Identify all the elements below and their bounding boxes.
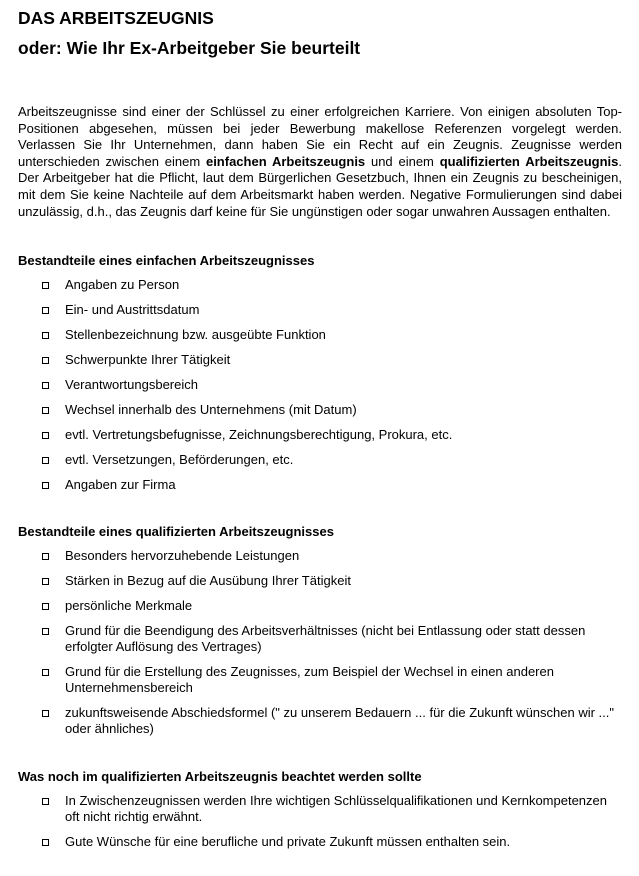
section-heading-einfach: Bestandteile eines einfachen Arbeitszeugnisses xyxy=(18,253,315,269)
section-heading-beachten: Was noch im qualifizierten Arbeitszeugnis beachtet werden sollte xyxy=(18,769,422,785)
list-item-text: zukunftsweisende Abschiedsformel (" zu unserem Bedauern ... für die Zukunft wünschen wir ..." oder ähnliches) xyxy=(65,705,614,737)
list-item-text: Ein- und Austrittsdatum xyxy=(65,302,200,318)
square-bullet-icon xyxy=(42,553,49,560)
intro-text-3: . Der Arbeitgeber hat die Pflicht, laut dem Bürgerlichen Gesetzbuch, Ihnen ein Zeugnis zu bescheinigen, mit dem Sie keine Nachteile auf dem Arbeitsmarkt haben werden. Negative Formulierungen sind dabei unzulässig, d.h., das Zeugnis darf keine für Sie ungünstigen oder sogar unwahren Aussagen enthalten. xyxy=(18,153,622,219)
list-item xyxy=(18,477,622,493)
square-bullet-icon xyxy=(42,357,49,364)
list-item-text: evtl. Versetzungen, Beförderungen, etc. xyxy=(65,452,294,468)
list-item xyxy=(18,598,622,614)
square-bullet-icon xyxy=(42,839,49,846)
list-item-text: In Zwischenzeugnissen werden Ihre wichtigen Schlüsselqualifikationen und Kernkompetenzen oft nicht richtig erwähnt. xyxy=(65,793,607,825)
intro-text-1: Arbeitszeugnisse sind einer der Schlüssel zu einer erfolgreichen Karriere. Von einigen absoluten Top-Positionen abgesehen, müssen bei jeder Bewerbung makellose Referenzen vorgelegt werden. Verlassen Sie Ihr Unternehmen, dann haben Sie ein Recht auf ein Zeugnis. Zeugnisse werden unterschieden zwischen einem xyxy=(18,104,622,169)
list-item-text: Stärken in Bezug auf die Ausübung Ihrer Tätigkeit xyxy=(65,573,351,589)
list-item xyxy=(18,377,622,393)
intro-bold-einfach: einfachen Arbeitszeugnis xyxy=(205,153,366,169)
square-bullet-icon xyxy=(42,482,49,489)
square-bullet-icon xyxy=(42,432,49,439)
square-bullet-icon xyxy=(42,669,49,676)
square-bullet-icon xyxy=(42,628,49,635)
list-item xyxy=(18,664,622,696)
list-item xyxy=(18,402,622,418)
list-item xyxy=(18,452,622,468)
square-bullet-icon xyxy=(42,307,49,314)
list-item-text: Wechsel innerhalb des Unternehmens (mit Datum) xyxy=(65,402,357,418)
section-heading-qualifiziert: Bestandteile eines qualifizierten Arbeitszeugnisses xyxy=(18,524,334,540)
document-subtitle: oder: Wie Ihr Ex-Arbeitgeber Sie beurteilt xyxy=(18,38,361,58)
bullet-list-beachten xyxy=(18,793,622,850)
list-item-text: Angaben zur Firma xyxy=(65,477,176,493)
list-item xyxy=(18,548,622,564)
list-item-text: persönliche Merkmale xyxy=(65,598,193,614)
square-bullet-icon xyxy=(42,457,49,464)
list-item xyxy=(18,834,622,850)
list-item-text: Angaben zu Person xyxy=(65,277,180,293)
square-bullet-icon xyxy=(42,798,49,805)
bullet-list-qualifiziert xyxy=(18,548,622,737)
list-item xyxy=(18,793,622,825)
document-page xyxy=(18,6,622,850)
square-bullet-icon xyxy=(42,332,49,339)
document-title: DAS ARBEITSZEUGNIS xyxy=(18,8,214,28)
list-item-text: Stellenbezeichnung bzw. ausgeübte Funktion xyxy=(65,327,326,343)
intro-paragraph xyxy=(18,104,622,220)
list-item xyxy=(18,302,622,318)
list-item-text: Schwerpunkte Ihrer Tätigkeit xyxy=(65,352,231,368)
list-item-text: Verantwortungsbereich xyxy=(65,377,198,393)
list-item xyxy=(18,573,622,589)
square-bullet-icon xyxy=(42,382,49,389)
square-bullet-icon xyxy=(42,603,49,610)
square-bullet-icon xyxy=(42,710,49,717)
square-bullet-icon xyxy=(42,407,49,414)
bullet-list-einfach xyxy=(18,277,622,493)
intro-text-2: und einem xyxy=(365,153,440,169)
list-item xyxy=(18,705,622,737)
list-item xyxy=(18,277,622,293)
list-item xyxy=(18,623,622,655)
list-item-text: Grund für die Beendigung des Arbeitsverhältnisses (nicht bei Entlassung oder statt dessen erfolgter Auflösung des Vertrages) xyxy=(65,623,586,655)
intro-bold-qualifiziert: qualifizierten Arbeitszeugnis xyxy=(439,153,619,169)
list-item xyxy=(18,352,622,368)
list-item-text: Gute Wünsche für eine berufliche und private Zukunft müssen enthalten sein. xyxy=(65,834,511,850)
square-bullet-icon xyxy=(42,282,49,289)
list-item xyxy=(18,327,622,343)
list-item-text: Grund für die Erstellung des Zeugnisses, zum Beispiel der Wechsel in einen anderen Unternehmensbereich xyxy=(65,664,554,696)
list-item-text: evtl. Vertretungsbefugnisse, Zeichnungsberechtigung, Prokura, etc. xyxy=(65,427,453,443)
list-item xyxy=(18,427,622,443)
square-bullet-icon xyxy=(42,578,49,585)
list-item-text: Besonders hervorzuhebende Leistungen xyxy=(65,548,300,564)
